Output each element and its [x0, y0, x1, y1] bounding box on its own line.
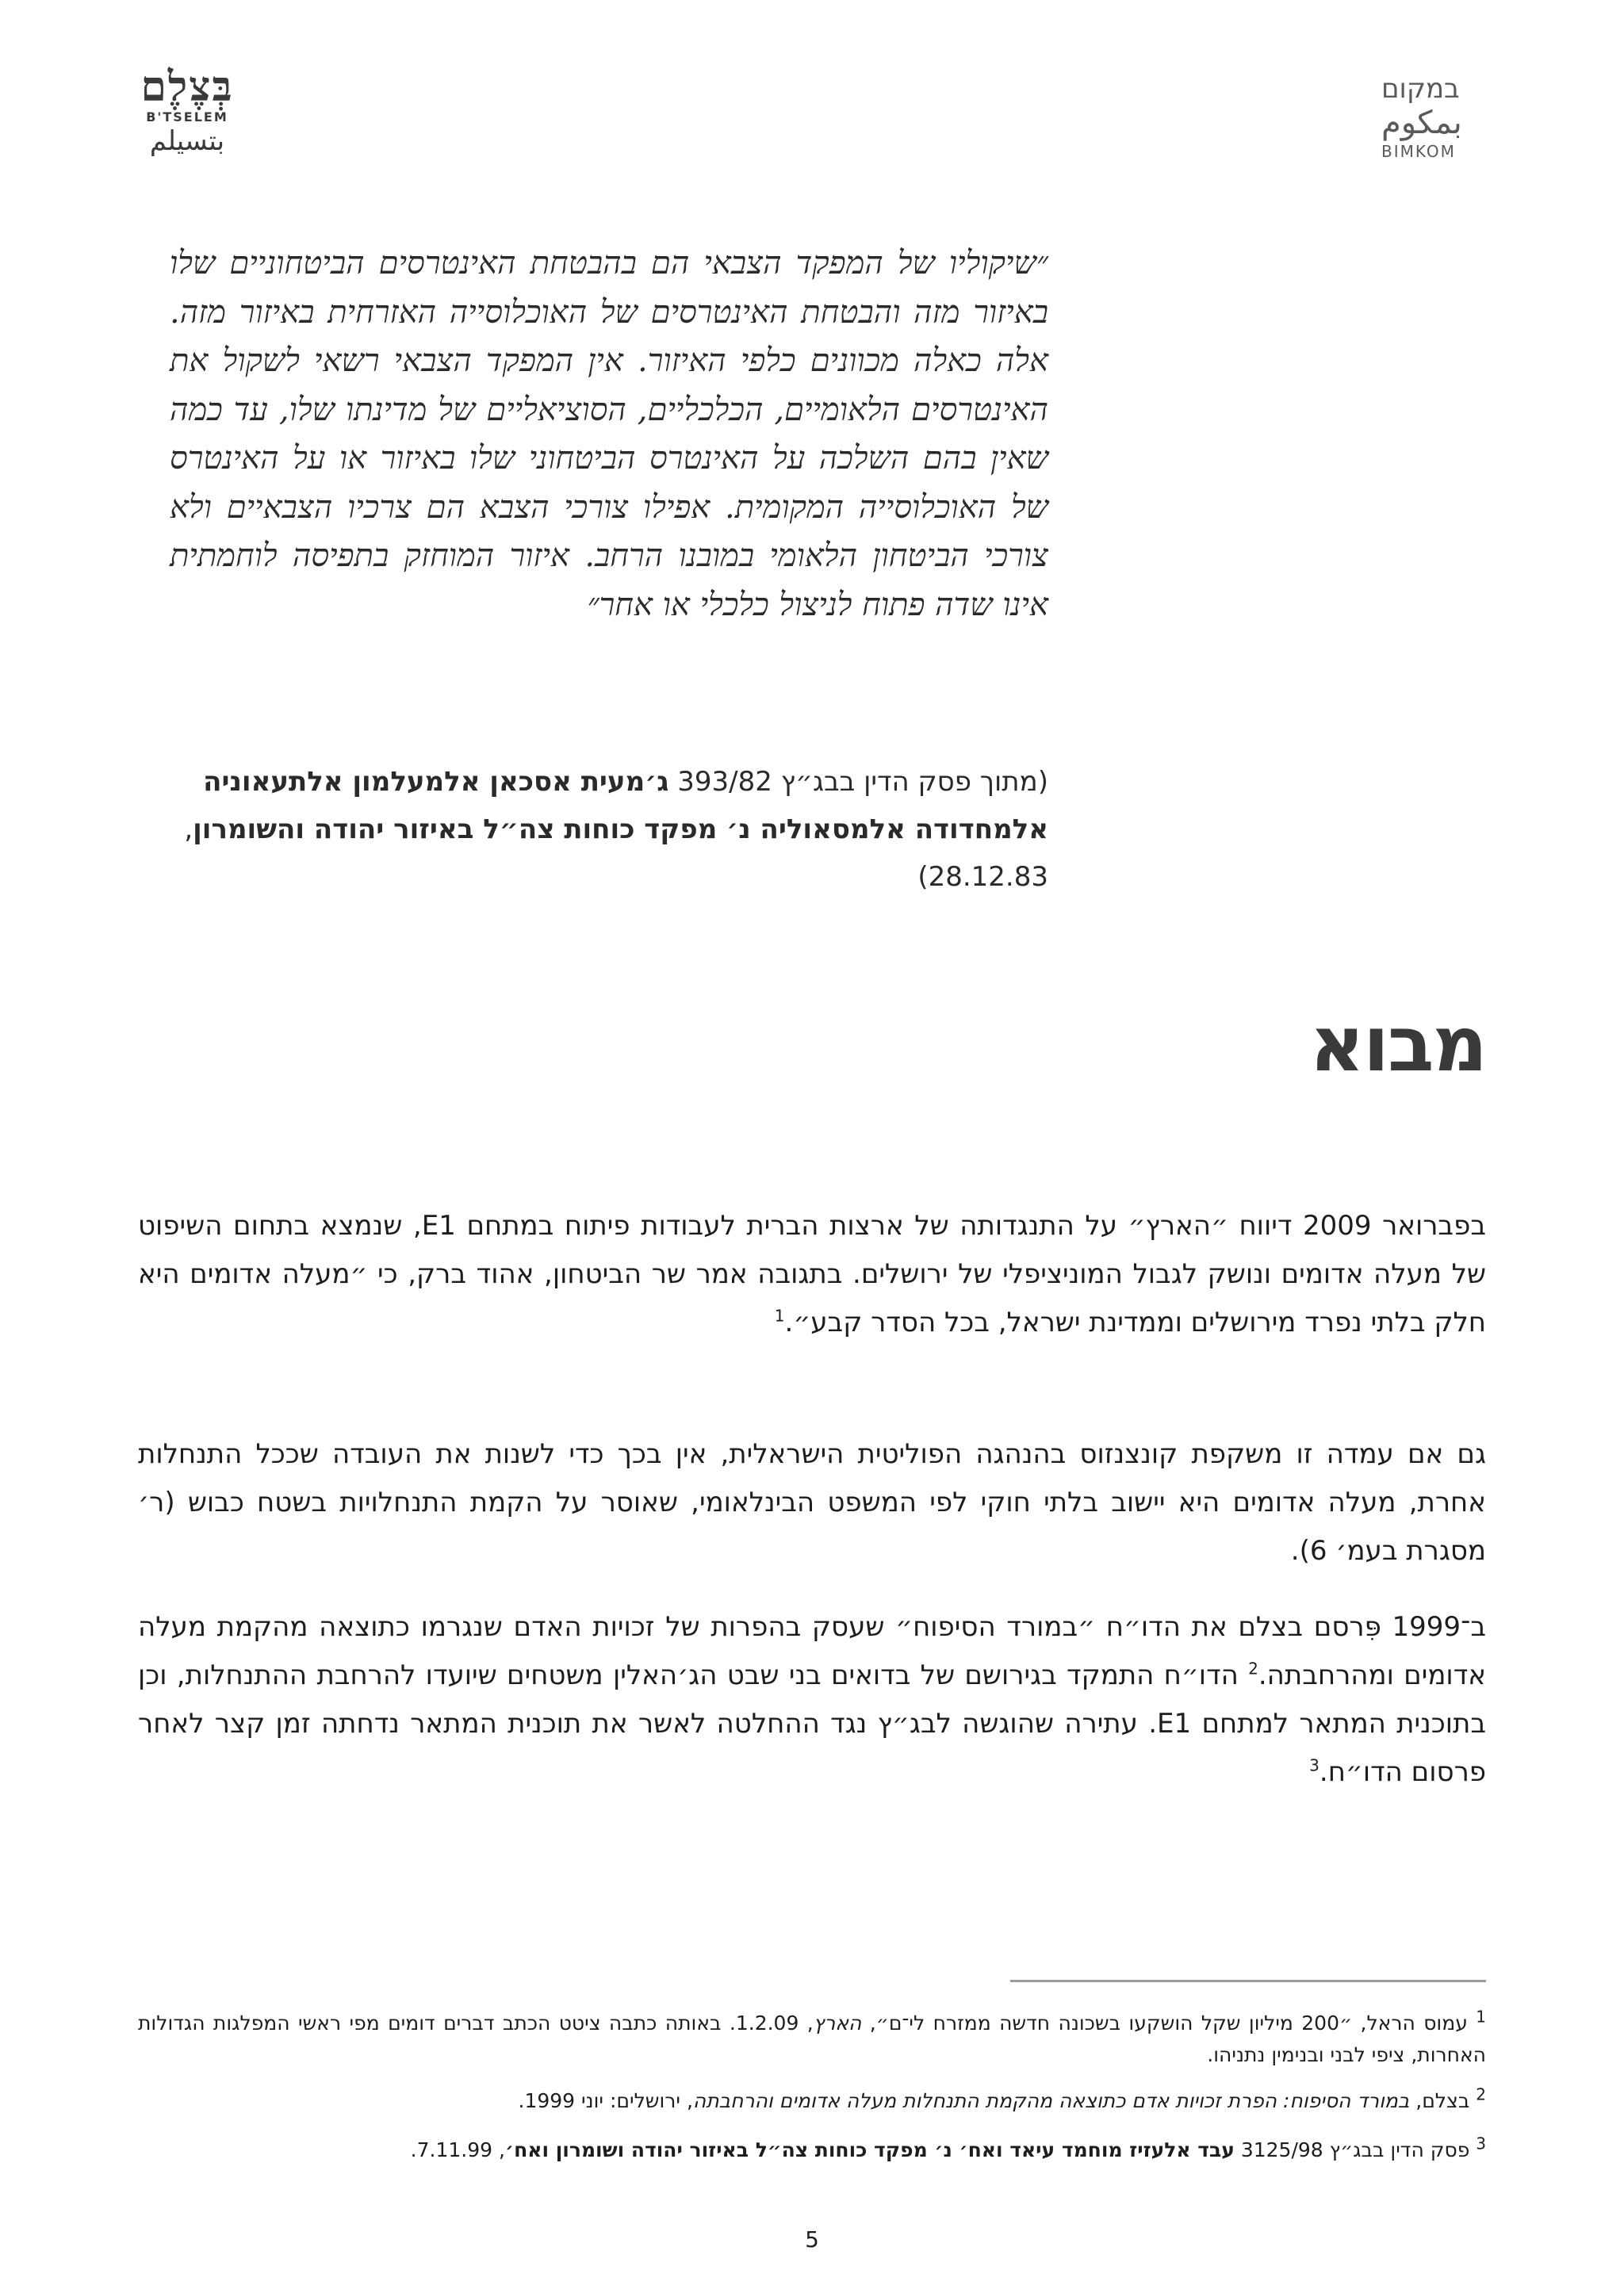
btselem-logo-hebrew: בְּצֶלֶם: [140, 63, 234, 111]
footnote-1-text-a: עמוס הראל, ״200 מיליון שקל הושקעו בשכונה חדשה ממזרח לי־ם״,: [861, 2012, 1477, 2035]
paragraph-1: [138, 1202, 1486, 1347]
footnote-2-title: במורד הסיפוח: הפרת זכויות אדם כתוצאה מהקמת התנחלות מעלה אדומים והרחבתה: [692, 2089, 1410, 2112]
paragraph-3-text-a: ב־1999 פִּרסם בצלם את הדו״ח ״במורד הסיפוח״ שעסק בהפרות של זכויות האדם שנגרמו כתוצאה מהקמת מעלה אדומים ומהרחבתה.: [138, 1611, 1486, 1691]
section-title: מבוא: [1309, 1000, 1486, 1089]
footnote-ref-1[interactable]: 1: [774, 1306, 785, 1326]
epigraph-source: [170, 758, 1048, 901]
footnote-3: [138, 2134, 1486, 2166]
btselem-logo: [140, 65, 235, 157]
page-number: 5: [805, 2226, 819, 2253]
paragraph-3: [138, 1603, 1486, 1797]
paragraph-1-text: בפברואר 2009 דיווח ״הארץ״ על התנגדותה של ארצות הברית לעבודות פיתוח במתחם E1, שנמצא בתחום השיפוט של מעלה אדומים ונושק לגבול המוניציפלי של ירושלים. בתגובה אמר שר הביטחון, אהוד ברק, כי ״מעלה אדומים היא חלק בלתי נפרד מירושלים וממדינת ישראל, בכל הסדר קבע״.: [138, 1210, 1486, 1338]
footnote-2-text-a: בצלם,: [1409, 2089, 1477, 2112]
footnote-ref-2[interactable]: 2: [1248, 1659, 1258, 1679]
footnote-1-source: הארץ: [813, 2012, 862, 2035]
epigraph-quote: ״שיקוליו של המפקד הצבאי הם בהבטחת האינטרסים הביטחוניים שלו באיזור מזה והבטחת האינטרסים של האוכלוסייה האזרחית באיזור מזה. אלה כאלה מכוונים כלפי האיזור. אין המפקד הצבאי רשאי לשקול את האינטרסים הלאומיים, הכלכליים, הסוציאליים של מדינתו שלו, עד כמה שאין בהם השלכה על האינטרס הביטחוני שלו באיזור או על האינטרס של האוכלוסייה המקומית. אפילו צורכי הצבא הם צרכיו הצבאיים ולא צורכי הביטחון הלאומי במובנו הרחב. איזור המוחזק בתפיסה לוחמתית אינו שדה פתוח לניצול כלכלי או אחר״: [170, 245, 1048, 623]
paragraph-3-text-b: הדו״ח התמקד בגירושם של בדואים בני שבט הג׳האלין משטחים שיועדו להרחבת ההתנחלות, וכן בתוכנית המתאר למתחם E1. עתירה שהוגשה לבג״ץ נגד ההחלטה לאשר את תוכנית המתאר נדחתה זמן קצר לאחר פרסום הדו״ח.: [138, 1659, 1486, 1788]
bimkom-logo-hebrew: במקום: [1381, 73, 1460, 105]
footnote-1: [138, 2008, 1486, 2071]
bimkom-logo-arabic: بمكوم: [1381, 105, 1462, 141]
footnote-3-text-b: , 7.11.99.: [410, 2138, 505, 2161]
footnote-3-text-a: פסק הדין בבג״ץ 3125/98: [1234, 2138, 1477, 2161]
paragraph-2: גם אם עמדה זו משקפת קונצנזוס בהנהגה הפוליטית הישראלית, אין בכך כדי לשנות את העובדה שככל התנחלות אחרת, מעלה אדומים היא יישוב בלתי חוקי לפי המשפט הבינלאומי, שאוסר על הקמת התנחלויות בשטח כבוש (ר׳ מסגרת בעמ׳ 6).: [138, 1438, 1486, 1567]
epigraph-source-prefix: (מתוך פסק הדין בבג״ץ 393/82: [668, 766, 1048, 798]
btselem-logo-latin: B'TSELEM: [146, 109, 228, 124]
footnote-2-text-b: , ירושלים: יוני 1999.: [518, 2089, 693, 2112]
footnote-1-text-b: , 1.2.09. באותה כתבה ציטט הכתב דברים דומים מפי ראשי המפלגות הגדולות האחרות, ציפי לבני ובנימין נתניהו.: [138, 2012, 1486, 2066]
footnote-ref-3[interactable]: 3: [1309, 1755, 1320, 1775]
footnote-divider: [1010, 1980, 1486, 1982]
footnote-2-number: 2: [1476, 2084, 1486, 2104]
epigraph-source-suffix: , 28.12.83): [184, 813, 1048, 893]
epigraph-case-name: ג׳מעית אסכאן אלמעלמון אלתעאוניה אלמחדודה אלמסאוליה נ׳ מפקד כוחות צה״ל באיזור יהודה והשומרון: [193, 766, 1048, 845]
btselem-logo-arabic: بتسيلم: [149, 125, 225, 157]
bimkom-logo-latin: BIMKOM: [1381, 142, 1456, 161]
footnote-1-number: 1: [1476, 2007, 1486, 2027]
bimkom-logo: [1381, 73, 1484, 162]
footnote-3-case: עבד אלעזיז מוחמד עיאד ואח׳ נ׳ מפקד כוחות צה״ל באיזור יהודה ושומרון ואח׳: [504, 2138, 1235, 2161]
footnote-3-number: 3: [1476, 2134, 1486, 2153]
footnote-2: [138, 2085, 1486, 2117]
